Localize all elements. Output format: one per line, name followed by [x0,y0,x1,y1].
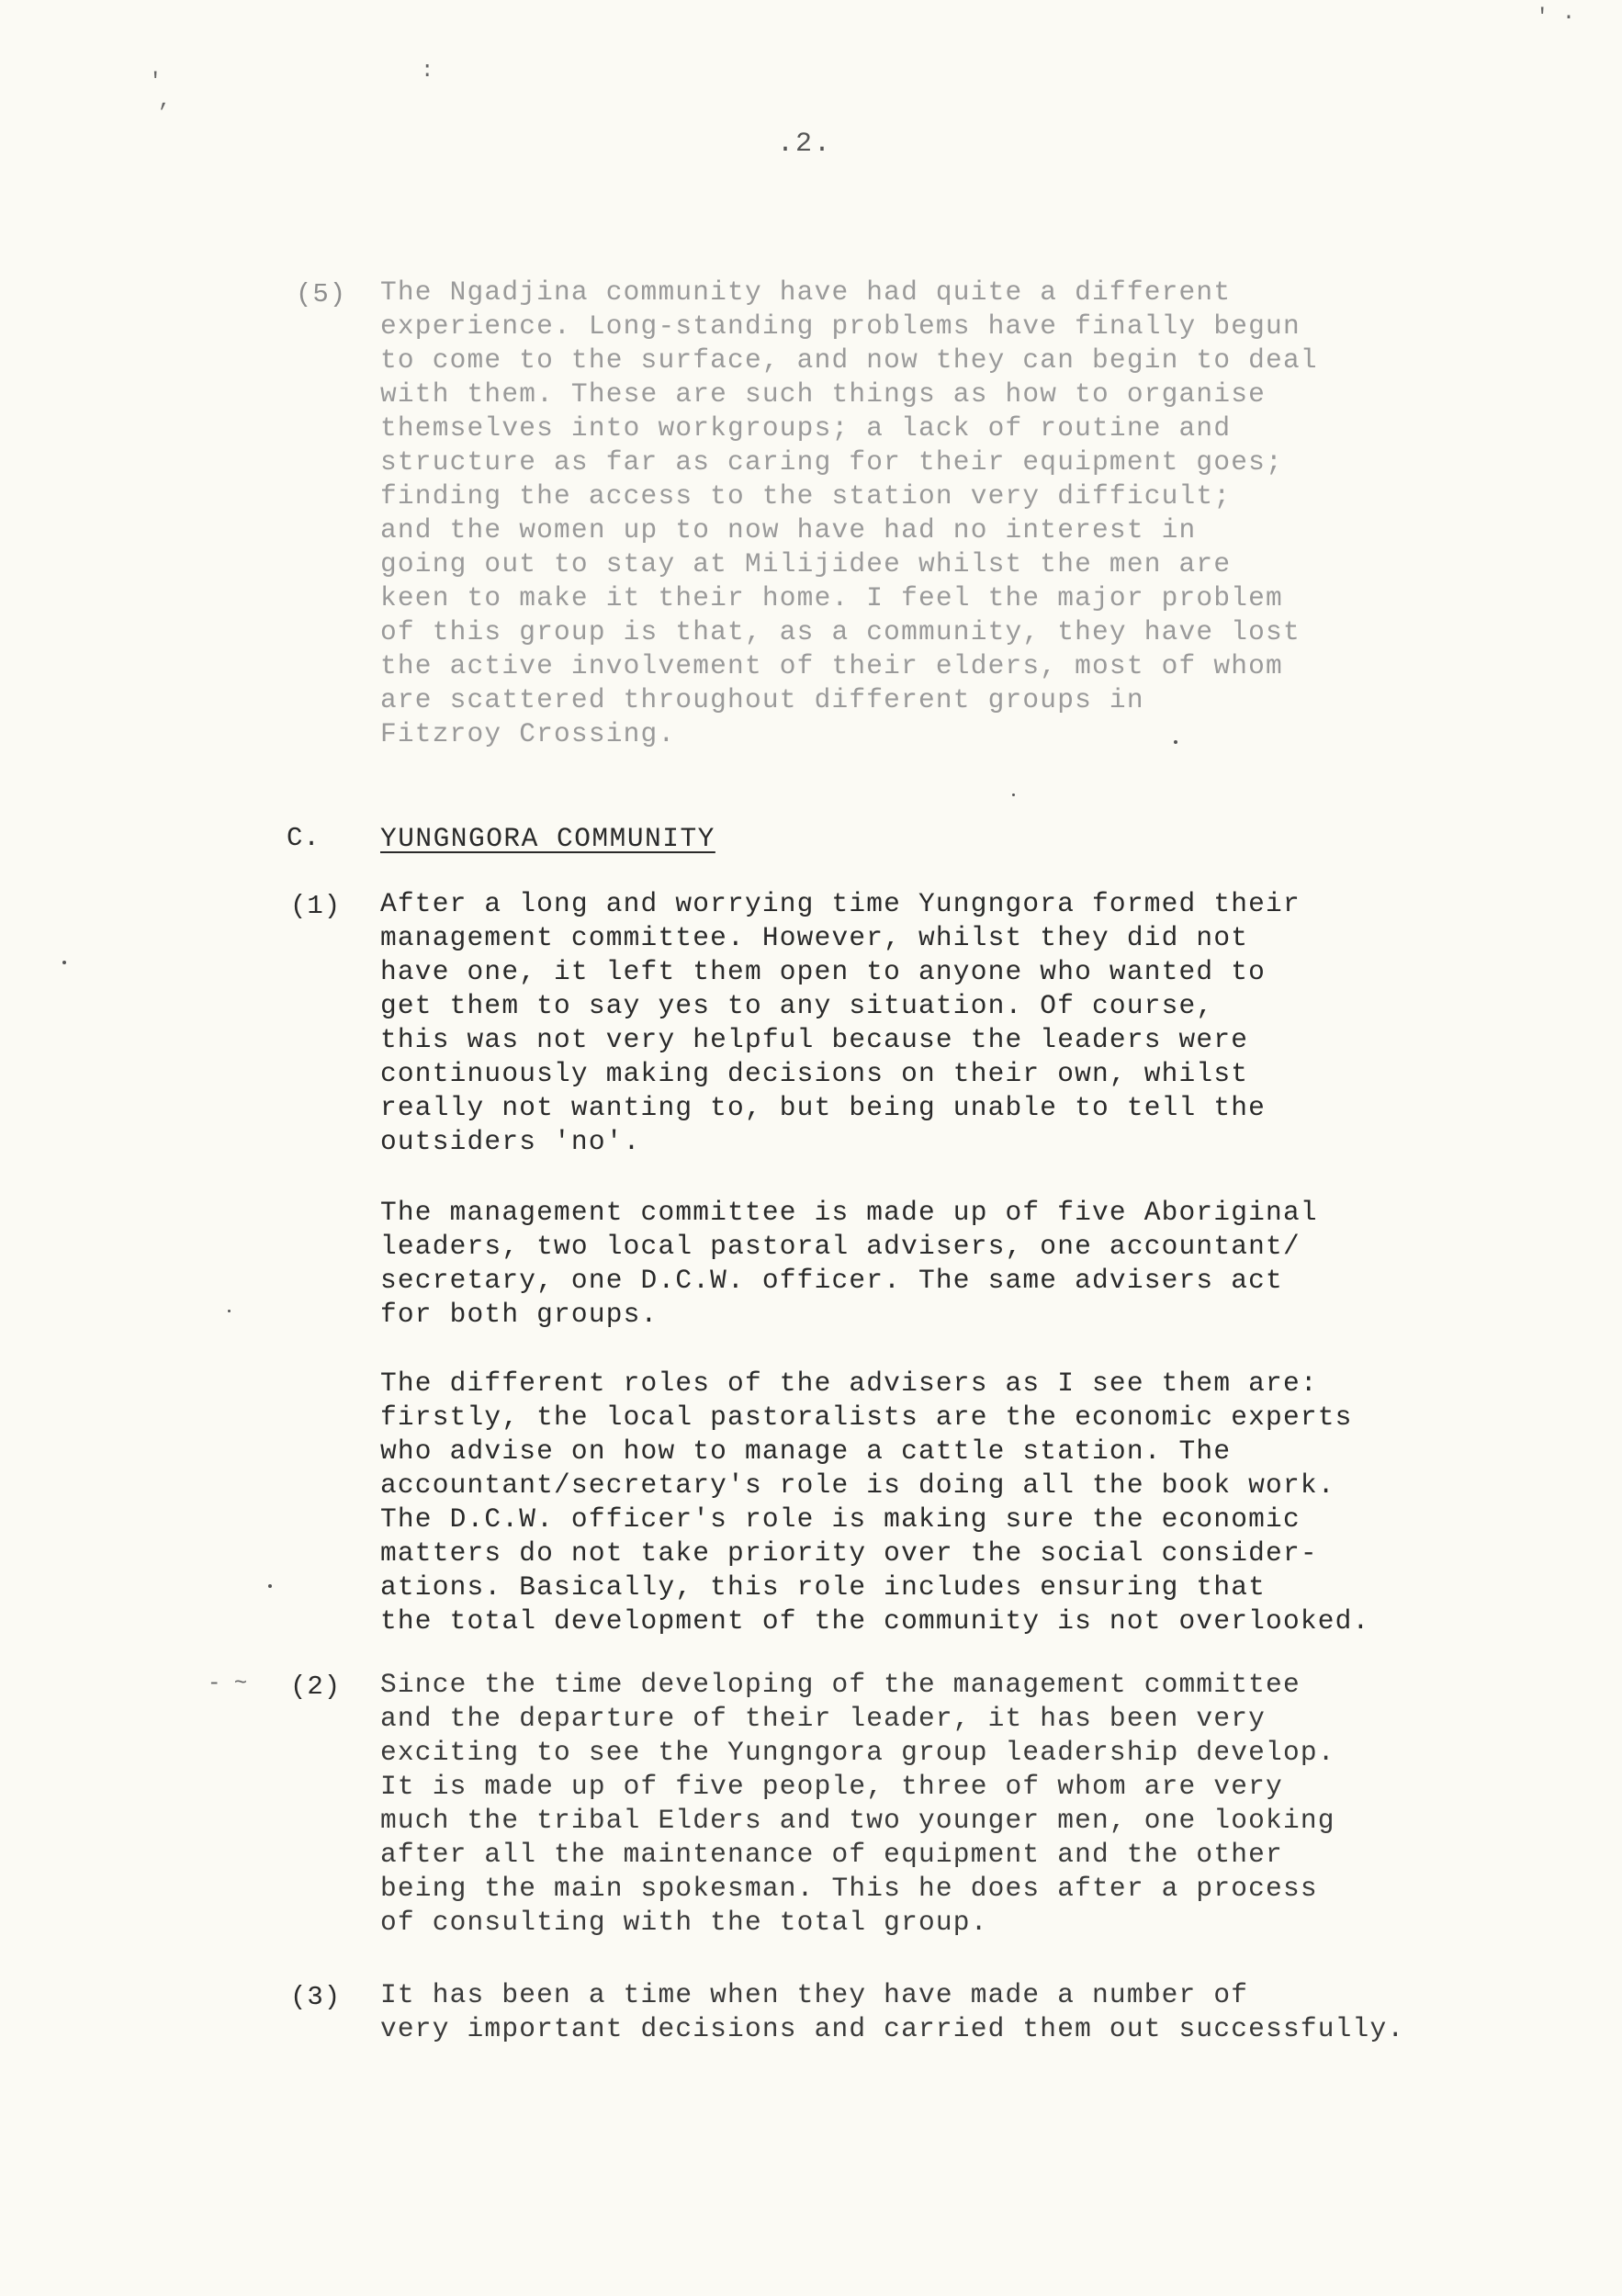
paragraph-adviser-roles: The different roles of the advisers as I see them are: firstly, the local pastoralists are the economic experts who advise on how to manage a cattle station. The accountant/secretary's role is doing all the book work. The D.C.W. officer's role is making sure the economic matters do not take priority over the social consider- ations. Basically, this role includes ensuring that the total development of the community is not overlooked. [380,1367,1370,1637]
scan-speck [228,1310,231,1312]
scan-speck [62,961,66,964]
item-marker-1: (1) [290,891,342,921]
item-marker-3: (3) [290,1982,342,2012]
scan-mark: ' · [1536,6,1576,30]
scan-mark: : [421,59,434,84]
paragraph-item-2: Since the time developing of the management committee and the departure of their leader, it has been very exciting to see the Yungngora group leadership develop. It is made up of five people, three of whom are very much the tribal Elders and two younger men, one looking after all the maintenance of equipment and the other being the main spokesman. This he does after a process of consulting with the total group. [380,1669,1335,1938]
margin-mark: - ~ [208,1671,248,1696]
scan-speck [268,1584,272,1588]
item-marker-2: (2) [290,1671,342,1702]
section-heading: YUNGNGORA COMMUNITY [380,823,715,854]
item-marker-5: (5) [296,279,347,310]
scan-speck [1012,793,1015,796]
scan-mark: , [158,88,172,113]
scan-mark: ' [149,70,163,95]
paragraph-item-3: It has been a time when they have made a number of very important decisions and carried them out successfully. [380,1979,1405,2044]
paragraph-item-1: After a long and worrying time Yungngora formed their management committee. However, whilst they did not have one, it left them open to anyone who wanted to get them to say yes to any situation. Of course, this was not very helpful because the leaders were continuously making decisions on their own, whilst really not wanting to, but being unable to tell the outsiders 'no'. [380,888,1301,1157]
paragraph-item-5: The Ngadjina community have had quite a different experience. Long-standing problems have finally begun to come to the surface, and now they can begin to deal with them. These are such things as how to organise themselves into workgroups; a lack of routine and structure as far as caring for their equipment goes; finding the access to the station very difficult; and the women up to now have had no interest in going out to stay at Milijidee whilst the men are keen to make it their home. I feel the major problem of this group is that, as a community, they have lost the active involvement of their elders, most of whom are scattered throughout different groups in Fitzroy Crossing. [380,276,1318,749]
page-number: .2. [777,129,833,160]
paragraph-management-committee: The management committee is made up of five Aboriginal leaders, two local pastoral advisers, one accountant/ secretary, one D.C.W. officer. The same advisers act for both groups. [380,1197,1318,1330]
section-letter: C. [287,823,321,853]
